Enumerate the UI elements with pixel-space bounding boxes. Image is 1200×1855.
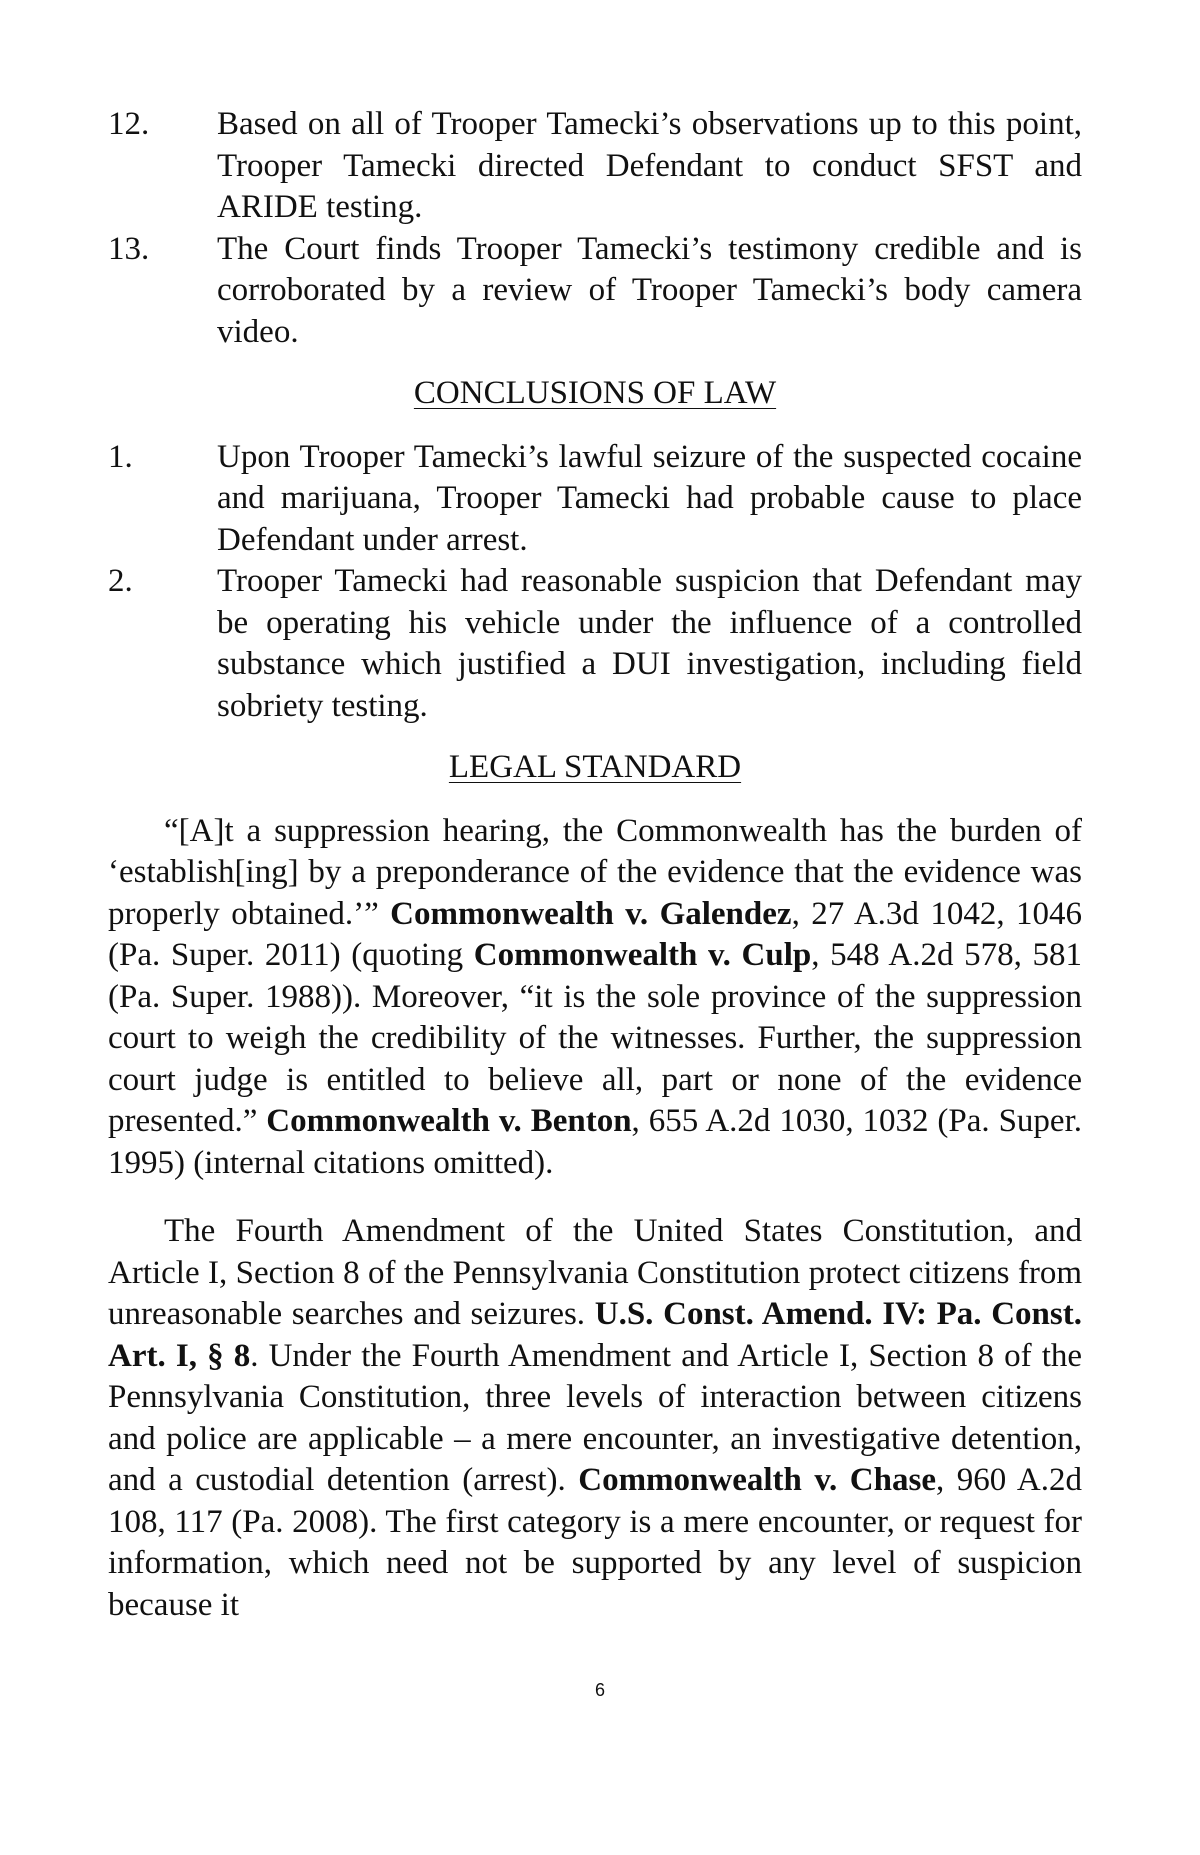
- legal-standard-heading: LEGAL STANDARD: [448, 749, 742, 785]
- conclusion-text: Trooper Tamecki had reasonable suspicion that Defendant may be operating his vehicle under the influence of a controlled substance which justified a DUI investigation, including field sobriety testing.: [217, 563, 1082, 724]
- conclusion-item: [108, 561, 1082, 727]
- conclusions-list: [108, 437, 1082, 728]
- constitution-citation: U.S. Const. Amend. IV: Pa. Const. Art. I, § 8: [108, 1296, 1082, 1374]
- finding-number: 12.: [108, 106, 150, 142]
- finding-text: Based on all of Trooper Tamecki’s observations up to this point, Trooper Tamecki directed Defendant to conduct SFST and ARIDE testing.: [217, 106, 1082, 225]
- conclusion-number: 1.: [108, 438, 133, 475]
- text-run: The Fourth Amendment of the United States Constitution, and Article I, Section 8 of the Pennsylvania Constitution protect citizens from unreasonable searches and seizures.: [108, 1213, 1082, 1332]
- finding-number: 13.: [108, 230, 150, 267]
- conclusion-text: Upon Trooper Tamecki’s lawful seizure of the suspected cocaine and marijuana, Trooper Tamecki had probable cause to place Defendant under arrest.: [217, 438, 1082, 558]
- case-citation: Commonwealth v. Chase: [578, 1462, 936, 1498]
- case-citation: Commonwealth v. Benton: [266, 1103, 632, 1139]
- text-run: , 27 A.3d 1042, 1046 (Pa. Super. 2011) (quoting: [108, 895, 1082, 973]
- legal-standard-paragraph-2: [108, 1211, 1082, 1626]
- conclusions-heading: CONCLUSIONS OF LAW: [413, 375, 777, 411]
- case-citation: Commonwealth v. Culp: [473, 937, 812, 973]
- finding-item: [108, 229, 1082, 354]
- findings-list: [108, 104, 1082, 353]
- finding-item: [108, 104, 1082, 229]
- text-run: , 655 A.2d 1030, 1032 (Pa. Super. 1995) (internal citations omitted).: [108, 1103, 1082, 1181]
- legal-standard-paragraph-1: [108, 811, 1082, 1185]
- text-run: “[A]t a suppression hearing, the Commonwealth has the burden of ‘establish[ing] by a preponderance of the evidence that the evidence was properly obtained.’”: [108, 812, 1082, 932]
- text-run: , 548 A.2d 578, 581 (Pa. Super. 1988)). Moreover, “it is the sole province of the suppression court to weigh the credibility of the witnesses. Further, the suppression court judge is entitled to believe all, part or none of the evidence presented.”: [108, 937, 1083, 1139]
- text-run: , 960 A.2d 108, 117 (Pa. 2008). The first category is a mere encounter, or request for information, which need not be supported by any level of suspicion because it: [108, 1462, 1082, 1623]
- case-citation: Commonwealth v. Galendez: [390, 895, 792, 932]
- page-number: 6: [594, 1680, 605, 1700]
- finding-text: The Court finds Trooper Tamecki’s testimony credible and is corroborated by a review of Trooper Tamecki’s body camera video.: [217, 230, 1082, 350]
- page-content: [108, 104, 1082, 1626]
- text-run: . Under the Fourth Amendment and Article I, Section 8 of the Pennsylvania Constitution, three levels of interaction between citizens and police are applicable – a mere encounter, an investigative detention, and a custodial detention (arrest).: [108, 1337, 1083, 1498]
- conclusion-number: 2.: [108, 563, 133, 599]
- conclusion-item: [108, 437, 1082, 562]
